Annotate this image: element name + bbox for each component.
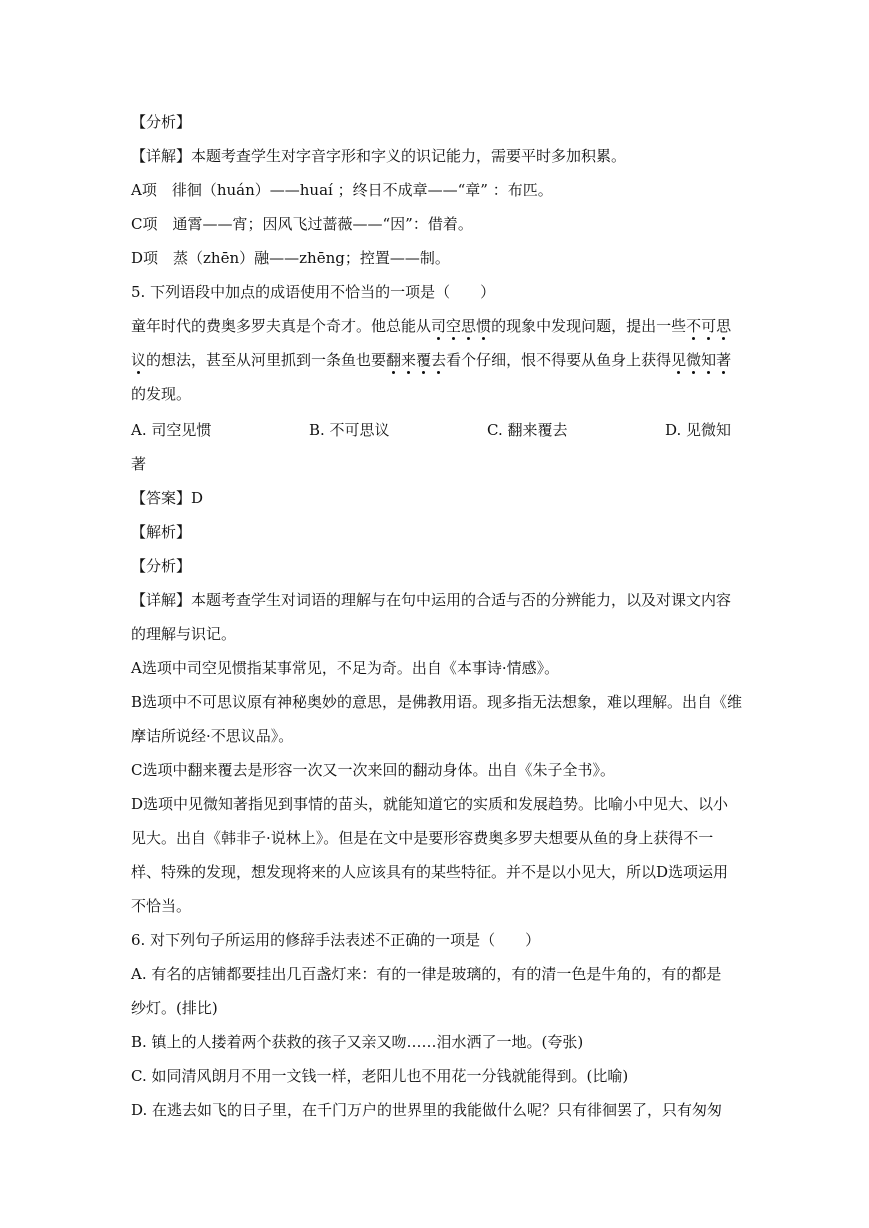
explain-d-4: 不恰当。 bbox=[131, 897, 192, 915]
passage-text: 看个仔细，恨不得要从鱼身上获得 bbox=[446, 351, 672, 369]
passage-text: 的现象中发现问题，提出一些 bbox=[491, 317, 687, 335]
emphasis-dot-char: 微 bbox=[686, 351, 702, 369]
q6-option-d: D. 在逃去如飞的日子里，在千门万户的世界里的我能做什么呢？只有徘徊罢了，只有匆匆 bbox=[131, 1101, 723, 1119]
passage-line-1 bbox=[131, 316, 731, 336]
emphasis-dot-char: 来 bbox=[401, 351, 417, 369]
q6-option-a-2: 纱灯。(排比) bbox=[131, 999, 218, 1017]
option-d-continuation: 著 bbox=[131, 455, 147, 473]
passage-text: 的想法，甚至从河里抓到一条鱼也要 bbox=[146, 351, 387, 369]
question-5-stem: 5. 下列语段中加点的成语使用不恰当的一项是（ ） bbox=[131, 283, 496, 301]
explain-d-2: 见大。出自《韩非子·说林上》。但是在文中是要形容费奥多罗夫想要从鱼的身上获得不一 bbox=[131, 829, 714, 847]
explanation-heading: 【解析】 bbox=[131, 523, 192, 541]
dotted-idiom-3 bbox=[386, 351, 446, 369]
emphasis-dot-char: 思 bbox=[716, 317, 732, 335]
q6-option-b: B. 镇上的人搂着两个获救的孩子又亲又吻……泪水洒了一地。(夸张) bbox=[131, 1033, 584, 1051]
option-a: A. 司空见惯 bbox=[131, 421, 212, 439]
emphasis-dot-char: 著 bbox=[716, 351, 732, 369]
emphasis-dot-char: 可 bbox=[701, 317, 717, 335]
explain-b-1: B选项中不可思议原有神秘奥妙的意思，是佛教用语。现多指无法想象，难以理解。出自《维 bbox=[131, 693, 743, 711]
analysis-heading: 【分析】 bbox=[131, 113, 192, 131]
dotted-idiom-4 bbox=[671, 351, 731, 369]
detail-line-2: 的理解与识记。 bbox=[131, 625, 237, 643]
question-6-stem: 6. 对下列句子所运用的修辞手法表述不正确的一项是（ ） bbox=[131, 931, 541, 949]
emphasis-dot-char: 见 bbox=[671, 351, 687, 369]
q6-option-a-1: A. 有名的店铺都要挂出几百盏灯来：有的一律是玻璃的，有的清一色是牛角的，有的都是 bbox=[131, 965, 722, 983]
emphasis-dot-char: 司 bbox=[431, 317, 447, 335]
emphasis-dot-char: 惯 bbox=[476, 317, 492, 335]
explain-b-2: 摩诘所说经·不思议品》。 bbox=[131, 727, 294, 745]
explain-d-1: D选项中见微知著指见到事情的苗头，就能知道它的实质和发展趋势。比喻小中见大、以小 bbox=[131, 795, 729, 813]
item-d-line: D项 蒸（zhēn）融——zhēng；控置——制。 bbox=[131, 249, 450, 267]
option-b: B. 不可思议 bbox=[309, 421, 390, 439]
q6-option-c: C. 如同清风朗月不用一文钱一样，老阳儿也不用花一分钱就能得到。(比喻) bbox=[131, 1067, 629, 1085]
passage-text: 童年时代的费奥多罗夫真是个奇才。他总能从 bbox=[131, 317, 432, 335]
analysis-heading: 【分析】 bbox=[131, 557, 192, 575]
item-c-line: C项 通霄——宵；因风飞过蔷薇——“因”：借着。 bbox=[131, 215, 473, 233]
dotted-text bbox=[431, 317, 491, 335]
passage-line-3: 的发现。 bbox=[131, 385, 192, 403]
dotted-text bbox=[386, 351, 446, 369]
emphasis-dot-char: 思 bbox=[461, 317, 477, 335]
detail-paragraph: 【详解】本题考查学生对字音字形和字义的识记能力，需要平时多加积累。 bbox=[131, 147, 627, 165]
dotted-idiom-2-end bbox=[131, 351, 146, 369]
answer-line: 【答案】D bbox=[131, 489, 204, 507]
emphasis-dot-char: 不 bbox=[686, 317, 702, 335]
passage-line-2 bbox=[131, 350, 731, 370]
dotted-text bbox=[686, 317, 731, 335]
detail-line-1: 【详解】本题考查学生对词语的理解与在句中运用的合适与否的分辨能力，以及对课文内容 bbox=[131, 591, 732, 609]
emphasis-dot-char: 空 bbox=[446, 317, 462, 335]
explain-c: C选项中翻来覆去是形容一次又一次来回的翻动身体。出自《朱子全书》。 bbox=[131, 761, 615, 779]
option-d: D. 见微知 bbox=[665, 421, 732, 439]
item-a-line: A项 徘徊（huán）——huaí ；终日不成章——“章” ：布匹。 bbox=[131, 181, 553, 199]
dotted-text bbox=[671, 351, 731, 369]
emphasis-dot-char: 知 bbox=[701, 351, 717, 369]
dotted-idiom-1 bbox=[431, 317, 491, 335]
dotted-text bbox=[131, 351, 146, 369]
emphasis-dot-char: 翻 bbox=[386, 351, 402, 369]
option-c: C. 翻来覆去 bbox=[487, 421, 568, 439]
explain-d-3: 样、特殊的发现，想发现将来的人应该具有的某些特征。并不是以小见大，所以D选项运用 bbox=[131, 863, 729, 881]
emphasis-dot-char: 覆 bbox=[416, 351, 432, 369]
explain-a: A选项中司空见惯指某事常见，不足为奇。出自《本事诗·情感》。 bbox=[131, 659, 560, 677]
emphasis-dot-char: 去 bbox=[431, 351, 447, 369]
dotted-idiom-2 bbox=[686, 317, 731, 335]
emphasis-dot-char: 议 bbox=[131, 351, 147, 369]
